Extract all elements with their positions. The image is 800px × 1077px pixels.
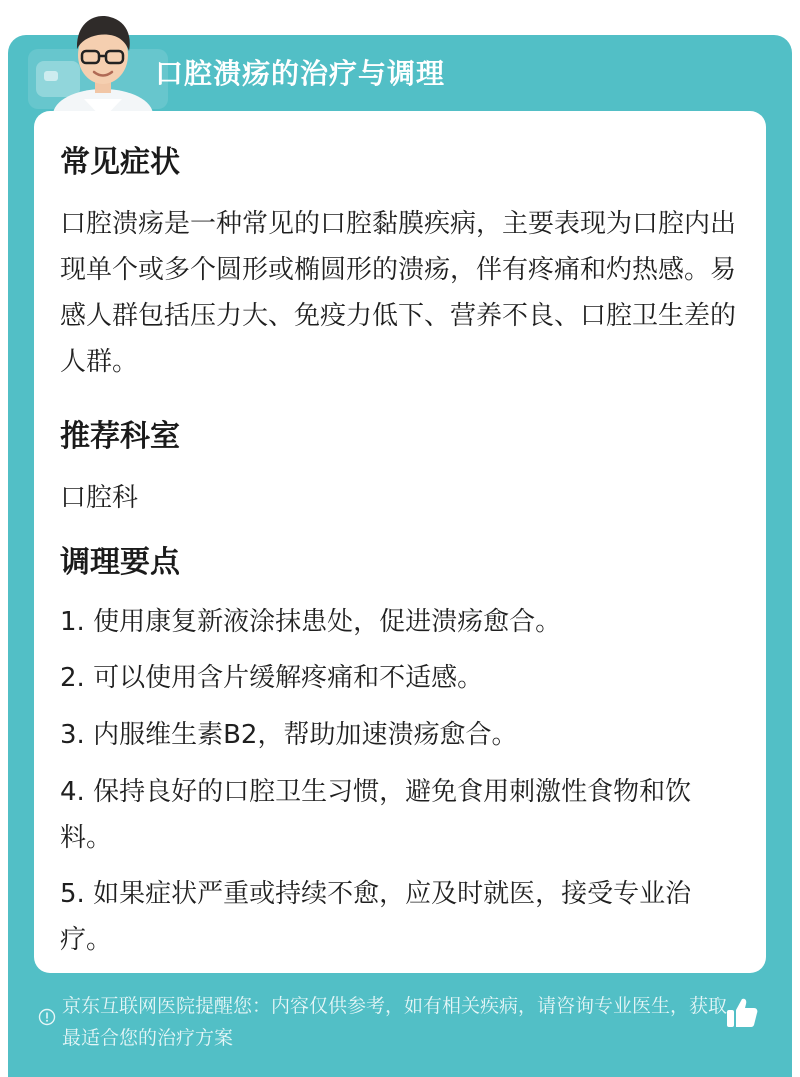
section-title-department: 推荐科室 [60, 419, 180, 454]
care-item: 1. 使用康复新液涂抹患处，促进溃疡愈合。 [60, 607, 562, 637]
care-item: 4. 保持良好的口腔卫生习惯，避免食用刺激性食物和饮料。 [60, 777, 692, 853]
info-icon [38, 1008, 56, 1026]
page-title: 口腔溃疡的治疗与调理 [155, 57, 446, 90]
care-item: 5. 如果症状严重或持续不愈，应及时就医，接受专业治疗。 [60, 879, 692, 955]
article-card [34, 111, 766, 973]
disclaimer-text: 京东互联网医院提醒您：内容仅供参考，如有相关疾病，请咨询专业医生，获取最适合您的治疗方案 [62, 995, 728, 1049]
care-item: 3. 内服维生素B2，帮助加速溃疡愈合。 [60, 720, 518, 750]
symptoms-text: 口腔溃疡是一种常见的口腔黏膜疾病，主要表现为口腔内出现单个或多个圆形或椭圆形的溃疡，伴有疼痛和灼热感。易感人群包括压力大、免疫力低下、营养不良、口腔卫生差的人群。 [60, 209, 737, 377]
thumbs-up-icon[interactable] [724, 995, 760, 1031]
section-title-care: 调理要点 [60, 545, 180, 580]
department-text: 口腔科 [60, 483, 139, 513]
doctor-avatar-icon [48, 7, 158, 119]
section-title-symptoms: 常见症状 [60, 145, 180, 180]
care-item: 2. 可以使用含片缓解疼痛和不适感。 [60, 663, 484, 693]
content-panel [8, 35, 792, 1077]
